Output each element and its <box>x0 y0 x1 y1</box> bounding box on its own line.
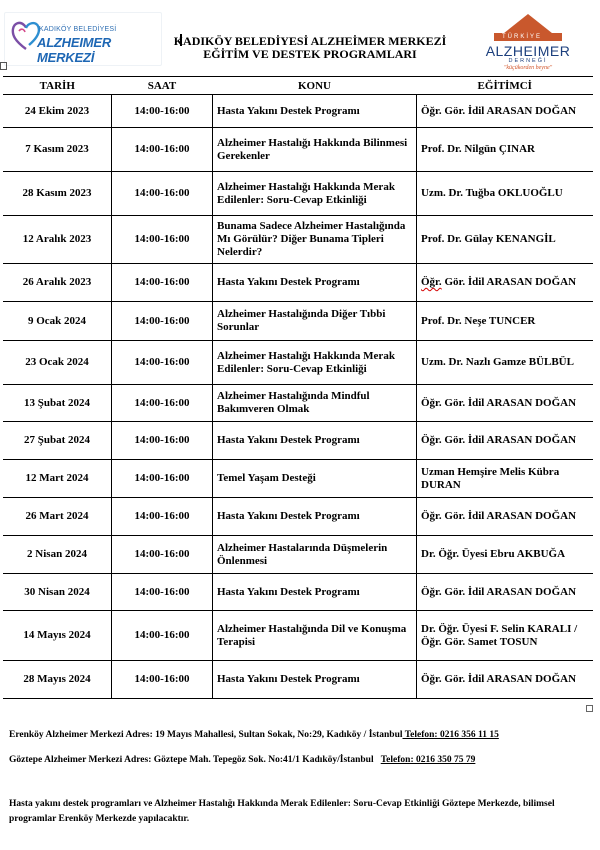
schedule-table <box>3 76 593 699</box>
table-row <box>3 460 593 498</box>
cell-instructor: Öğr. Gör. İdil ARASAN DOĞAN <box>417 574 594 611</box>
cell-date: 28 Mayıs 2024 <box>3 661 112 699</box>
goztepe-address-line <box>9 755 475 765</box>
cell-instructor: Öğr. Gör. İdil ARASAN DOĞAN <box>417 95 594 128</box>
logo-top-text: TÜRKİYE <box>502 34 543 40</box>
cell-date: 24 Ekim 2023 <box>3 95 112 128</box>
cell-time: 14:00-16:00 <box>112 422 213 460</box>
cell-time: 14:00-16:00 <box>112 536 213 574</box>
cell-topic: Temel Yaşam Desteği <box>213 460 417 498</box>
cell-instructor: Öğr. Gör. İdil ARASAN DOĞAN <box>417 422 594 460</box>
page-title <box>160 35 460 61</box>
erenkoy-phone: Telefon: 0216 356 11 15 <box>402 730 499 740</box>
table-row <box>3 385 593 422</box>
cell-instructor: Öğr. Gör. İdil ARASAN DOĞAN <box>417 498 594 536</box>
column-header-date: TARİH <box>3 77 112 95</box>
cell-topic: Alzheimer Hastalığı Hakkında Merak Edilenler: Soru-Cevap Etkinliği <box>213 341 417 385</box>
cell-date: 26 Mart 2024 <box>3 498 112 536</box>
table-row <box>3 95 593 128</box>
title-line-2: EĞİTİM VE DESTEK PROGRAMLARI <box>203 47 417 61</box>
table-row <box>3 128 593 172</box>
cell-date: 23 Ocak 2024 <box>3 341 112 385</box>
cell-date: 7 Kasım 2023 <box>3 128 112 172</box>
column-header-time: SAAT <box>112 77 213 95</box>
logo-alzheimer-text: ALZHEIMER <box>485 43 571 59</box>
logo-big-text: ALZHEIMER MERKEZİ <box>37 35 112 65</box>
table-row <box>3 422 593 460</box>
cell-time: 14:00-16:00 <box>112 216 213 264</box>
cell-time: 14:00-16:00 <box>112 611 213 661</box>
goztepe-phone: Telefon: 0216 350 75 79 <box>380 755 476 765</box>
column-header-topic: KONU <box>213 77 417 95</box>
table-row <box>3 341 593 385</box>
cell-instructor: Öğr. Gör. İdil ARASAN DOĞAN <box>417 385 594 422</box>
cell-date: 12 Aralık 2023 <box>3 216 112 264</box>
cell-date: 9 Ocak 2024 <box>3 302 112 341</box>
column-header-instructor: EĞİTİMCİ <box>417 77 594 95</box>
cell-date: 2 Nisan 2024 <box>3 536 112 574</box>
instructor-title-abbr: Öğr. <box>421 276 442 288</box>
cell-time: 14:00-16:00 <box>112 574 213 611</box>
cell-time: 14:00-16:00 <box>112 385 213 422</box>
logo-slogan: "küçükorden beyne" <box>503 65 553 71</box>
table-resize-handle[interactable] <box>586 705 593 712</box>
turkiye-alzheimer-dernegi-logo <box>474 12 582 70</box>
cell-instructor: Uzm. Dr. Tuğba OKLUOĞLU <box>417 172 594 216</box>
table-row <box>3 302 593 341</box>
cell-time: 14:00-16:00 <box>112 95 213 128</box>
cell-topic: Alzheimer Hastalarında Düşmelerin Önlenmesi <box>213 536 417 574</box>
title-line-1: KADIKÖY BELEDİYESİ ALZHEİMER MERKEZİ <box>173 34 447 48</box>
table-header-row <box>3 77 593 95</box>
goztepe-address: Göztepe Alzheimer Merkezi Adres: Göztepe Mah. Tepegöz Sok. No:41/1 Kadıköy/İstanbul <box>9 755 374 765</box>
cell-topic: Hasta Yakını Destek Programı <box>213 574 417 611</box>
cell-topic: Hasta Yakını Destek Programı <box>213 264 417 302</box>
cell-topic: Alzheimer Hastalığında Dil ve Konuşma Terapisi <box>213 611 417 661</box>
table-row <box>3 574 593 611</box>
cell-instructor: Prof. Dr. Nilgün ÇINAR <box>417 128 594 172</box>
cell-date: 26 Aralık 2023 <box>3 264 112 302</box>
cell-instructor: Uzm. Dr. Nazlı Gamze BÜLBÜL <box>417 341 594 385</box>
cell-topic: Hasta Yakını Destek Programı <box>213 95 417 128</box>
table-row <box>3 611 593 661</box>
table-anchor-handle[interactable] <box>0 62 7 70</box>
cell-topic: Bunama Sadece Alzheimer Hastalığında Mı Görülür? Diğer Bunama Tipleri Nelerdir? <box>213 216 417 264</box>
instructor-name: Gör. İdil ARASAN DOĞAN <box>444 276 577 288</box>
cell-topic: Hasta Yakını Destek Programı <box>213 498 417 536</box>
cell-instructor: Uzman Hemşire Melis Kübra DURAN <box>417 460 594 498</box>
cell-instructor: Prof. Dr. Neşe TUNCER <box>417 302 594 341</box>
logo-small-text: KADIKÖY BELEDİYESİ <box>39 26 117 33</box>
kadikoy-alzheimer-logo <box>4 12 162 66</box>
cell-topic: Alzheimer Hastalığı Hakkında Merak Edilenler: Soru-Cevap Etkinliği <box>213 172 417 216</box>
cell-time: 14:00-16:00 <box>112 302 213 341</box>
cell-date: 14 Mayıs 2024 <box>3 611 112 661</box>
cell-time: 14:00-16:00 <box>112 498 213 536</box>
cell-instructor: Dr. Öğr. Üyesi F. Selin KARALI / Öğr. Gör. Samet TOSUN <box>417 611 594 661</box>
cell-date: 27 Şubat 2024 <box>3 422 112 460</box>
cell-time: 14:00-16:00 <box>112 460 213 498</box>
table-row <box>3 172 593 216</box>
cell-instructor <box>417 264 594 302</box>
cell-topic: Alzheimer Hastalığı Hakkında Bilinmesi Gerekenler <box>213 128 417 172</box>
cell-time: 14:00-16:00 <box>112 128 213 172</box>
logo-dernegi-text: DERNEĞİ <box>508 58 548 64</box>
table-row <box>3 216 593 264</box>
cell-instructor: Öğr. Gör. İdil ARASAN DOĞAN <box>417 661 594 699</box>
table-row <box>3 264 593 302</box>
table-row <box>3 498 593 536</box>
erenkoy-address-line <box>9 730 499 740</box>
cell-instructor: Dr. Öğr. Üyesi Ebru AKBUĞA <box>417 536 594 574</box>
cell-instructor: Prof. Dr. Gülay KENANGİL <box>417 216 594 264</box>
cell-topic: Hasta Yakını Destek Programı <box>213 661 417 699</box>
cell-topic: Alzheimer Hastalığında Mindful Bakımveren Olmak <box>213 385 417 422</box>
cell-topic: Hasta Yakını Destek Programı <box>213 422 417 460</box>
cell-time: 14:00-16:00 <box>112 341 213 385</box>
cell-time: 14:00-16:00 <box>112 172 213 216</box>
cell-date: 13 Şubat 2024 <box>3 385 112 422</box>
erenkoy-address: Erenköy Alzheimer Merkezi Adres: 19 Mayıs Mahallesi, Sultan Sokak, No:29, Kadıköy / İstanbul <box>9 730 403 740</box>
table-row <box>3 536 593 574</box>
cell-time: 14:00-16:00 <box>112 661 213 699</box>
table-row <box>3 661 593 699</box>
cell-time: 14:00-16:00 <box>112 264 213 302</box>
cell-date: 30 Nisan 2024 <box>3 574 112 611</box>
cell-date: 28 Kasım 2023 <box>3 172 112 216</box>
cell-date: 12 Mart 2024 <box>3 460 112 498</box>
venue-note: Hasta yakını destek programları ve Alzheimer Hastalığı Hakkında Merak Edilenler: Soru-Cevap Etkinliği Göztepe Merkezde, bilimsel programlar Erenköy Merkezde yapılacaktır. <box>9 799 555 824</box>
cell-topic: Alzheimer Hastalığında Diğer Tıbbi Sorunlar <box>213 302 417 341</box>
